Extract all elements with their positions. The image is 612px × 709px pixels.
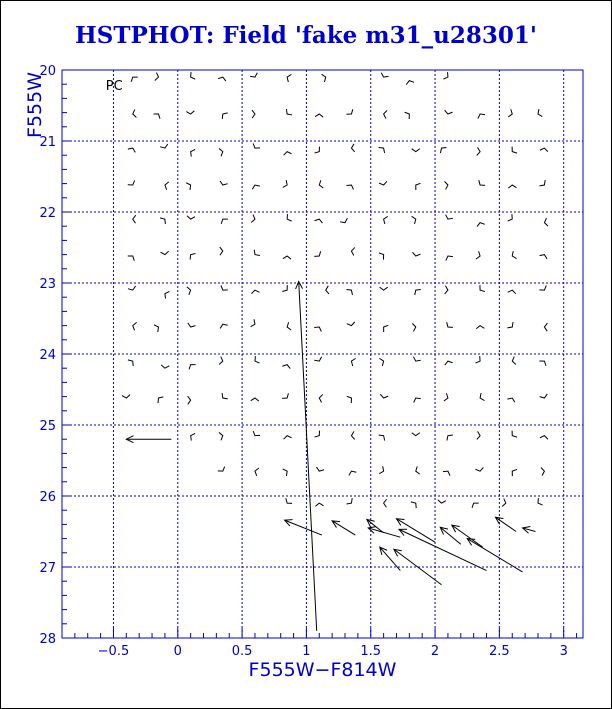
- vector-mark: [507, 398, 514, 402]
- vector-mark: [287, 74, 291, 82]
- vector-mark: [161, 251, 169, 254]
- vector-mark: [347, 322, 355, 326]
- vector-mark: [447, 435, 453, 440]
- chip-annotation: PC: [105, 78, 123, 94]
- vector-mark: [381, 73, 388, 77]
- vector-mark: [191, 72, 196, 79]
- vector-mark: [187, 287, 191, 295]
- vector-mark: [438, 500, 446, 503]
- vector-mark: [507, 322, 513, 328]
- vector-mark: [128, 286, 136, 290]
- vector-mark: [379, 147, 385, 153]
- vector-mark: [446, 215, 453, 219]
- vector-mark: [326, 286, 329, 294]
- vector-mark: [446, 256, 453, 261]
- y-tick-label: 20: [39, 64, 56, 79]
- vector-mark: [160, 144, 168, 148]
- x-tick-label: 1: [302, 644, 311, 659]
- vector-mark: [539, 180, 545, 186]
- y-tick-label: 27: [39, 561, 56, 576]
- vector-mark: [253, 431, 260, 436]
- vector-arrowhead: [467, 539, 475, 546]
- vector-mark: [347, 498, 353, 504]
- vector-mark: [251, 290, 259, 294]
- vector-mark: [447, 322, 453, 327]
- vector-mark: [477, 223, 485, 227]
- vector-mark: [443, 72, 448, 79]
- vector-mark: [472, 503, 479, 508]
- vector-arrow: [496, 517, 517, 531]
- vector-mark: [255, 468, 259, 476]
- vector-mark: [153, 114, 160, 119]
- vector-mark: [286, 109, 292, 115]
- x-axis-label: F555W−F814W: [248, 659, 397, 681]
- vector-mark: [286, 498, 292, 503]
- vector-mark: [349, 471, 356, 475]
- y-tick-label: 24: [39, 348, 56, 363]
- vector-mark: [544, 323, 547, 331]
- vector-mark: [319, 180, 323, 188]
- vector-mark: [314, 357, 321, 361]
- vector-mark: [189, 365, 196, 370]
- vector-mark: [477, 147, 480, 155]
- x-tick-label: 2.5: [489, 644, 510, 659]
- vector-mark: [380, 287, 388, 290]
- vector-mark: [346, 289, 352, 295]
- vector-mark: [165, 291, 169, 298]
- vector-mark: [282, 365, 290, 369]
- vector-mark: [154, 325, 158, 332]
- vector-mark: [512, 469, 517, 476]
- vector-mark: [188, 323, 196, 327]
- vector-mark: [315, 219, 323, 223]
- vector-mark: [218, 467, 225, 472]
- vector-mark: [187, 216, 195, 219]
- vector-mark: [340, 218, 347, 222]
- vector-mark: [222, 393, 228, 399]
- vector-mark: [282, 285, 287, 291]
- vector-mark: [379, 253, 384, 260]
- vector-mark: [414, 398, 421, 403]
- vector-mark: [538, 109, 542, 116]
- vector-mark: [251, 215, 255, 223]
- vector-mark: [220, 247, 223, 255]
- vector-mark: [508, 109, 512, 117]
- vector-mark: [384, 499, 387, 507]
- vector-mark: [540, 394, 548, 398]
- x-tick-label: 0.5: [231, 644, 253, 659]
- vector-mark: [508, 214, 513, 221]
- vector-mark: [287, 322, 291, 330]
- vector-mark: [122, 395, 130, 398]
- vector-mark: [541, 468, 544, 476]
- vector-mark: [413, 357, 420, 361]
- vector-mark: [284, 152, 292, 156]
- vector-mark: [508, 290, 516, 294]
- vector-mark: [346, 109, 352, 114]
- vector-mark: [540, 255, 547, 259]
- vector-mark: [284, 436, 292, 440]
- y-tick-label: 25: [39, 419, 56, 434]
- vector-mark: [444, 181, 447, 189]
- vector-mark: [380, 394, 388, 398]
- vector-mark: [444, 393, 448, 401]
- vector-mark: [220, 324, 228, 328]
- vector-mark: [412, 149, 420, 152]
- vector-mark: [221, 219, 228, 224]
- vector-mark: [512, 357, 516, 365]
- x-tick-label: −0.5: [97, 644, 130, 659]
- vector-mark: [540, 148, 548, 152]
- vector-mark: [252, 110, 255, 118]
- vector-mark: [283, 180, 287, 187]
- vector-mark: [315, 114, 323, 117]
- vector-mark: [440, 148, 446, 153]
- vector-mark: [544, 218, 548, 226]
- vector-mark: [479, 180, 485, 185]
- vector-mark: [512, 431, 517, 437]
- vector-mark: [314, 147, 319, 153]
- vector-mark: [315, 503, 323, 506]
- vector-mark: [282, 393, 288, 398]
- vector-mark: [405, 112, 410, 119]
- vector-mark: [316, 467, 324, 471]
- vector-mark: [186, 183, 190, 190]
- vector-mark: [128, 148, 135, 152]
- y-tick-label: 22: [39, 206, 56, 221]
- vector-mark: [540, 436, 548, 440]
- chart-title: HSTPHOT: Field 'fake m31_u28301': [75, 22, 537, 49]
- vector-mark: [188, 396, 191, 404]
- x-tick-label: 0: [173, 644, 182, 659]
- vector-arrow: [332, 521, 355, 535]
- vector-mark: [384, 110, 387, 118]
- vector-mark: [445, 361, 453, 365]
- vector-mark: [252, 185, 260, 189]
- vector-mark: [412, 433, 420, 436]
- vector-mark: [412, 252, 420, 256]
- vector-mark: [512, 251, 516, 258]
- vector-mark: [476, 251, 480, 259]
- x-tick-label: 1.5: [360, 644, 382, 659]
- vector-mark: [220, 181, 228, 185]
- vector-mark: [412, 323, 415, 331]
- vector-mark: [416, 466, 420, 474]
- y-tick-label: 21: [39, 135, 56, 150]
- vector-arrow: [367, 519, 384, 532]
- vector-mark: [287, 214, 292, 221]
- vector-mark: [251, 319, 255, 326]
- y-axis-label: F555W: [24, 72, 46, 138]
- vector-mark: [165, 182, 169, 190]
- vector-mark: [161, 365, 169, 368]
- vector-mark: [384, 325, 389, 332]
- vector-mark: [480, 393, 484, 400]
- vector-mark: [133, 322, 137, 330]
- vector-mark: [314, 251, 320, 256]
- vector-mark: [283, 256, 291, 259]
- vector-mark: [508, 185, 516, 188]
- vector-mark: [250, 73, 257, 77]
- vector-mark: [322, 74, 326, 82]
- vector-mark: [351, 358, 355, 366]
- vector-mark: [443, 471, 450, 476]
- vector-mark: [379, 358, 383, 366]
- vector-mark: [190, 253, 195, 259]
- vector-mark: [478, 114, 485, 119]
- vector-mark: [477, 431, 480, 439]
- vector-arrow: [285, 520, 322, 535]
- vector-mark: [411, 502, 416, 508]
- vector-mark: [314, 327, 321, 332]
- vector-mark: [253, 143, 260, 148]
- vector-mark: [538, 498, 543, 505]
- y-tick-label: 26: [39, 490, 56, 505]
- vector-mark: [445, 110, 453, 114]
- y-tick-label: 23: [39, 277, 56, 292]
- vector-mark: [221, 285, 228, 290]
- vector-mark: [539, 361, 546, 366]
- vector-arrowhead: [396, 519, 404, 526]
- vector-mark: [314, 431, 319, 437]
- vector-mark: [186, 111, 194, 114]
- vector-mark: [219, 148, 223, 156]
- vector-mark: [255, 356, 260, 363]
- vector-mark: [160, 218, 165, 224]
- vector-mark: [379, 466, 383, 473]
- vector-mark: [191, 433, 195, 440]
- x-tick-label: 2: [430, 644, 440, 659]
- vector-mark: [219, 432, 223, 440]
- vector-mark: [351, 431, 354, 439]
- vector-mark: [251, 398, 259, 401]
- vector-mark: [133, 215, 136, 223]
- vector-arrow: [299, 282, 317, 631]
- vector-mark: [218, 77, 226, 81]
- vector-arrow: [452, 525, 483, 547]
- vector-mark: [347, 396, 352, 403]
- vector-mark: [128, 360, 133, 366]
- vector-mark: [406, 81, 414, 85]
- vector-mark: [222, 113, 227, 119]
- vector-mark: [346, 185, 353, 190]
- vector-mark: [415, 290, 421, 295]
- vector-mark: [254, 250, 260, 256]
- vector-mark: [128, 180, 135, 185]
- vector-mark: [480, 285, 485, 291]
- vector-arrow: [399, 529, 486, 570]
- vector-mark: [445, 286, 448, 294]
- vector-mark: [475, 467, 483, 471]
- y-tick-label: 28: [39, 632, 56, 647]
- x-tick-label: 3: [559, 644, 568, 659]
- vector-mark: [379, 181, 387, 185]
- vector-mark: [512, 147, 517, 153]
- vector-mark: [219, 357, 223, 365]
- vector-mark: [128, 256, 135, 261]
- vector-mark: [351, 247, 354, 255]
- vector-mark: [351, 144, 354, 152]
- vector-arrowhead: [332, 521, 340, 528]
- vector-mark: [412, 216, 416, 224]
- vector-mark: [379, 435, 385, 441]
- vector-mark: [502, 499, 506, 507]
- vector-mark: [416, 183, 421, 190]
- vector-mark: [539, 285, 546, 290]
- vector-mark: [133, 109, 137, 117]
- vector-mark: [283, 469, 287, 476]
- vector-mark: [384, 216, 388, 224]
- vector-mark: [191, 149, 195, 156]
- vector-mark: [155, 73, 159, 81]
- vector-mark: [319, 394, 322, 402]
- vector-mark: [475, 356, 480, 363]
- vector-mark: [131, 77, 138, 82]
- vector-mark: [476, 326, 484, 329]
- vector-mark: [158, 397, 163, 403]
